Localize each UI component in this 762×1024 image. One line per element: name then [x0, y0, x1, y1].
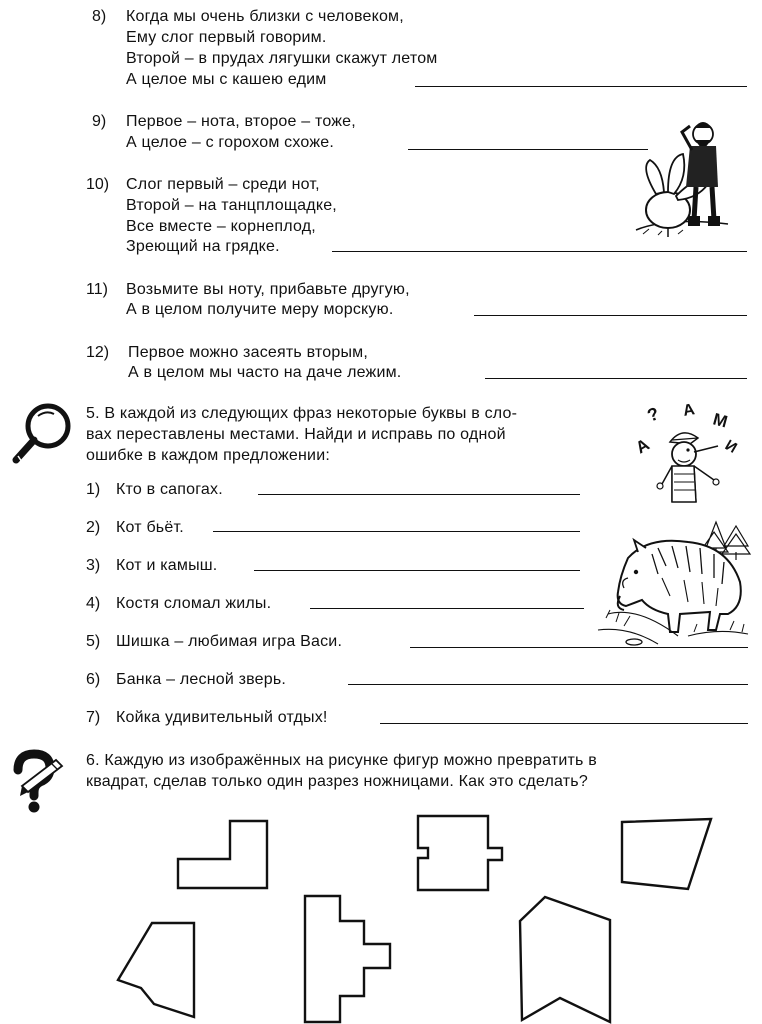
- riddle-10-line-1: Слог первый – среди нот,: [126, 176, 320, 193]
- riddle-8-line-1: Когда мы очень близки с человеком,: [126, 8, 404, 25]
- riddle-9-line-1: Первое – нота, второе – тоже,: [126, 113, 356, 130]
- boar-illustration: [598, 518, 750, 648]
- task5-item-2-answer-line[interactable]: [213, 531, 580, 532]
- riddle-9-answer-line[interactable]: [408, 149, 648, 150]
- riddle-8-line-3: Второй – в прудах лягушки скажут летом: [126, 50, 438, 67]
- task5-item-4-answer-line[interactable]: [310, 608, 584, 609]
- shape-stepped-tower: [305, 896, 390, 1022]
- riddle-11-line-1: Возьмите вы ноту, прибавьте другую,: [126, 281, 410, 298]
- magnifier-icon: [8, 402, 74, 466]
- riddle-10-answer-line[interactable]: [332, 251, 747, 252]
- task5-item-1-text: Кто в сапогах.: [116, 481, 223, 498]
- shape-angled-pentagon: [520, 897, 610, 1022]
- riddle-9-number: 9): [92, 113, 107, 130]
- shape-notched-square: [418, 816, 502, 890]
- task5-item-7-answer-line[interactable]: [380, 723, 748, 724]
- riddle-9-line-2: А целое – с горохом схоже.: [126, 134, 334, 151]
- task5-item-6-answer-line[interactable]: [348, 684, 748, 685]
- task5-item-1-number: 1): [86, 481, 101, 498]
- riddle-12-number: 12): [86, 344, 110, 361]
- juggle-letter-1: ?: [644, 403, 662, 426]
- riddle-10-line-4: Зреющий на грядке.: [126, 238, 280, 255]
- riddle-10-line-3: Все вместе – корнеплод,: [126, 218, 316, 235]
- riddle-11-line-2: А в целом получите меру морскую.: [126, 301, 394, 318]
- shape-arrow-pentagon: [118, 923, 194, 1017]
- juggle-letter-3: М: [710, 409, 730, 432]
- task5-item-7-number: 7): [86, 709, 101, 726]
- riddle-11-answer-line[interactable]: [474, 315, 747, 316]
- task5-item-1-answer-line[interactable]: [258, 494, 580, 495]
- riddle-10-number: 10): [86, 176, 110, 193]
- task5-item-2-number: 2): [86, 519, 101, 536]
- task5-item-2-text: Кот бьёт.: [116, 519, 184, 536]
- task5-item-3-text: Кот и камыш.: [116, 557, 218, 574]
- riddle-10-line-2: Второй – на танцплощадке,: [126, 197, 337, 214]
- juggle-letter-5: А: [632, 434, 653, 458]
- task5-item-5-number: 5): [86, 633, 101, 650]
- riddle-12-answer-line[interactable]: [485, 378, 747, 379]
- riddle-11-number: 11): [86, 281, 108, 298]
- turnip-farmer-illustration: [628, 112, 738, 240]
- task5-item-6-number: 6): [86, 671, 101, 688]
- task5-item-5-text: Шишка – любимая игра Васи.: [116, 633, 343, 650]
- task5-item-7-text: Койка удивительный отдых!: [116, 709, 328, 726]
- task5-item-4-number: 4): [86, 595, 101, 612]
- task5-line-2: вах переставлены местами. Найди и исправь по одной: [86, 426, 506, 443]
- task5-item-3-number: 3): [86, 557, 101, 574]
- riddle-8-line-2: Ему слог первый говорим.: [126, 29, 327, 46]
- task6-line-2: квадрат, сделав только один разрез ножницами. Как это сделать?: [86, 773, 588, 790]
- task5-line-3: ошибке в каждом предложении:: [86, 447, 330, 464]
- riddle-8-answer-line[interactable]: [415, 86, 747, 87]
- shape-trapezoid: [622, 819, 711, 889]
- riddle-12-line-1: Первое можно засеять вторым,: [128, 344, 369, 361]
- cut-shapes-figure: [0, 800, 762, 1024]
- riddle-8-line-4: А целое мы с кашею едим: [126, 71, 327, 88]
- riddle-12-line-2: А в целом мы часто на даче лежим.: [128, 364, 402, 381]
- juggle-letter-4: И: [722, 436, 740, 457]
- riddle-8-number: 8): [92, 8, 107, 25]
- juggle-letter-2: А: [681, 401, 697, 420]
- pinocchio-juggling-illustration: [632, 402, 742, 506]
- task5-item-4-text: Костя сломал жилы.: [116, 595, 272, 612]
- task5-line-1: 5. В каждой из следующих фраз некоторые буквы в сло-: [86, 405, 518, 422]
- shape-l-block: [178, 821, 267, 888]
- task5-item-6-text: Банка – лесной зверь.: [116, 671, 287, 688]
- task5-item-3-answer-line[interactable]: [254, 570, 580, 571]
- task6-line-1: 6. Каждую из изображённых на рисунке фигур можно превратить в: [86, 752, 597, 769]
